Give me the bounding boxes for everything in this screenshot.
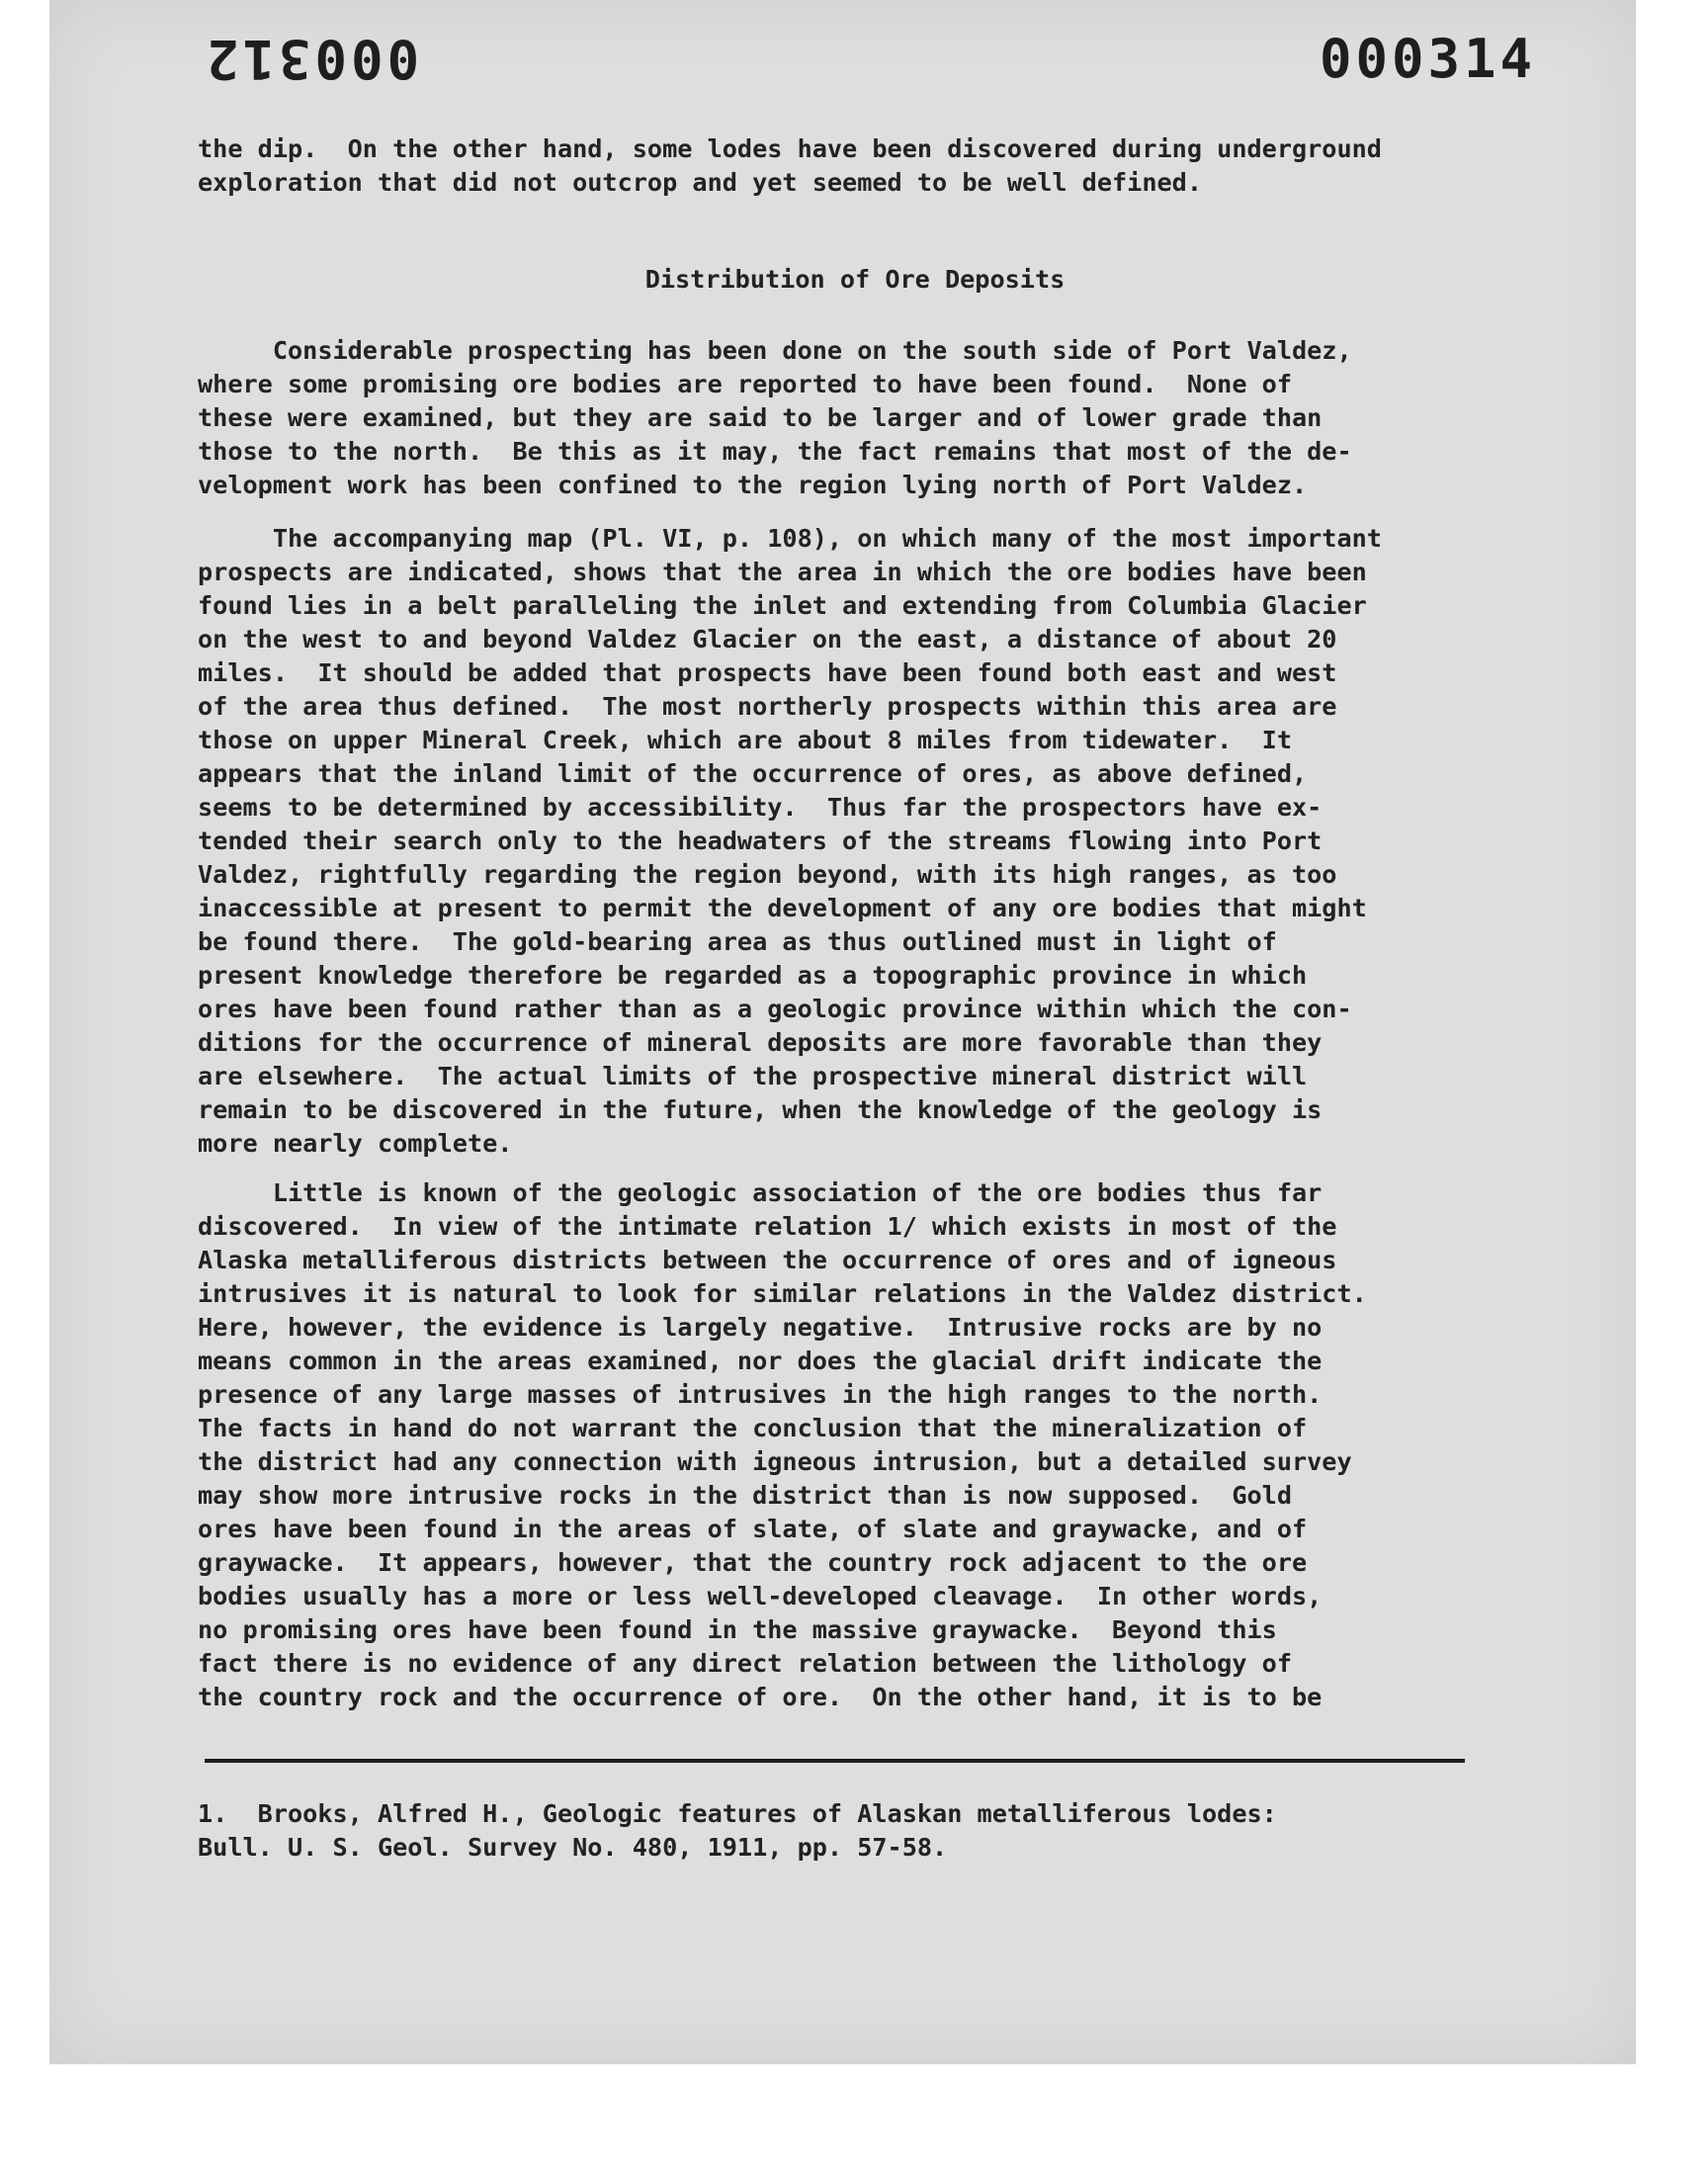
text-line: seems to be determined by accessibility. Thus far the prospectors have ex-	[198, 793, 1323, 822]
text-line: on the west to and beyond Valdez Glacier on the east, a distance of about 20	[198, 625, 1337, 653]
text-line: ores have been found rather than as a geologic province within which the con-	[198, 995, 1352, 1023]
text-line: tended their search only to the headwaters of the streams flowing into Port	[198, 826, 1323, 855]
text-line: are elsewhere. The actual limits of the prospective mineral district will	[198, 1062, 1308, 1090]
text-line: means common in the areas examined, nor does the glacial drift indicate the	[198, 1347, 1323, 1375]
text-line: Valdez, rightfully regarding the region beyond, with its high ranges, as too	[198, 860, 1337, 889]
text-line: of the area thus defined. The most northerly prospects within this area are	[198, 692, 1337, 721]
text-line: inaccessible at present to permit the development of any ore bodies that might	[198, 894, 1367, 922]
text-line: graywacke. It appears, however, that the country rock adjacent to the ore	[198, 1548, 1308, 1577]
text-line: present knowledge therefore be regarded as a topographic province in which	[198, 961, 1308, 990]
paragraph-1	[198, 334, 1512, 502]
text-line: Considerable prospecting has been done on the south side of Port Valdez,	[198, 336, 1352, 365]
section-heading: Distribution of Ore Deposits	[644, 265, 1066, 294]
footnote-divider	[205, 1759, 1465, 1763]
text-line: ditions for the occurrence of mineral deposits are more favorable than they	[198, 1028, 1323, 1057]
text-line: the country rock and the occurrence of ore. On the other hand, it is to be	[198, 1683, 1323, 1711]
text-line: where some promising ore bodies are reported to have been found. None of	[198, 370, 1292, 398]
intro-paragraph	[198, 132, 1512, 200]
paragraph-3	[198, 1176, 1512, 1714]
text-line: Here, however, the evidence is largely negative. Intrusive rocks are by no	[198, 1313, 1323, 1342]
text-line: found lies in a belt paralleling the inlet and extending from Columbia Glacier	[198, 591, 1367, 620]
text-line: Alaska metalliferous districts between the occurrence of ores and of igneous	[198, 1246, 1337, 1274]
text-line: 1. Brooks, Alfred H., Geologic features of Alaskan metalliferous lodes:	[198, 1799, 1277, 1828]
text-line: those to the north. Be this as it may, the fact remains that most of the de-	[198, 437, 1352, 466]
text-line: intrusives it is natural to look for similar relations in the Valdez district.	[198, 1279, 1367, 1308]
text-line: be found there. The gold-bearing area as thus outlined must in light of	[198, 927, 1277, 956]
paragraph-2	[198, 522, 1512, 1161]
text-line: Bull. U. S. Geol. Survey No. 480, 1911, pp. 57-58.	[198, 1833, 948, 1862]
text-line: appears that the inland limit of the occurrence of ores, as above defined,	[198, 759, 1308, 788]
footnote	[198, 1797, 1512, 1865]
text-line: the district had any connection with igneous intrusion, but a detailed survey	[198, 1447, 1352, 1476]
text-line: exploration that did not outcrop and yet seemed to be well defined.	[198, 168, 1202, 197]
text-line: The facts in hand do not warrant the conclusion that the mineralization of	[198, 1414, 1308, 1442]
text-line: bodies usually has a more or less well-developed cleavage. In other words,	[198, 1582, 1323, 1610]
page-stamp-left: 000312	[203, 28, 420, 90]
text-line: presence of any large masses of intrusives in the high ranges to the north.	[198, 1380, 1323, 1409]
text-line: those on upper Mineral Creek, which are about 8 miles from tidewater. It	[198, 726, 1292, 754]
text-line: Little is known of the geologic association of the ore bodies thus far	[198, 1178, 1323, 1207]
page-stamp-right: 000314	[1320, 28, 1537, 90]
text-line: no promising ores have been found in the massive graywacke. Beyond this	[198, 1615, 1277, 1644]
text-line: ores have been found in the areas of slate, of slate and graywacke, and of	[198, 1515, 1308, 1543]
text-line: these were examined, but they are said to be larger and of lower grade than	[198, 403, 1323, 432]
text-line: fact there is no evidence of any direct relation between the lithology of	[198, 1649, 1292, 1678]
text-line: more nearly complete.	[198, 1129, 513, 1158]
text-line: may show more intrusive rocks in the district than is now supposed. Gold	[198, 1481, 1292, 1510]
text-line: discovered. In view of the intimate relation 1/ which exists in most of the	[198, 1212, 1337, 1241]
text-line: the dip. On the other hand, some lodes have been discovered during underground	[198, 134, 1382, 163]
text-line: The accompanying map (Pl. VI, p. 108), on which many of the most important	[198, 524, 1382, 553]
text-line: prospects are indicated, shows that the area in which the ore bodies have been	[198, 558, 1367, 586]
text-line: remain to be discovered in the future, when the knowledge of the geology is	[198, 1095, 1323, 1124]
text-line: velopment work has been confined to the region lying north of Port Valdez.	[198, 471, 1308, 499]
text-line: miles. It should be added that prospects have been found both east and west	[198, 658, 1337, 687]
